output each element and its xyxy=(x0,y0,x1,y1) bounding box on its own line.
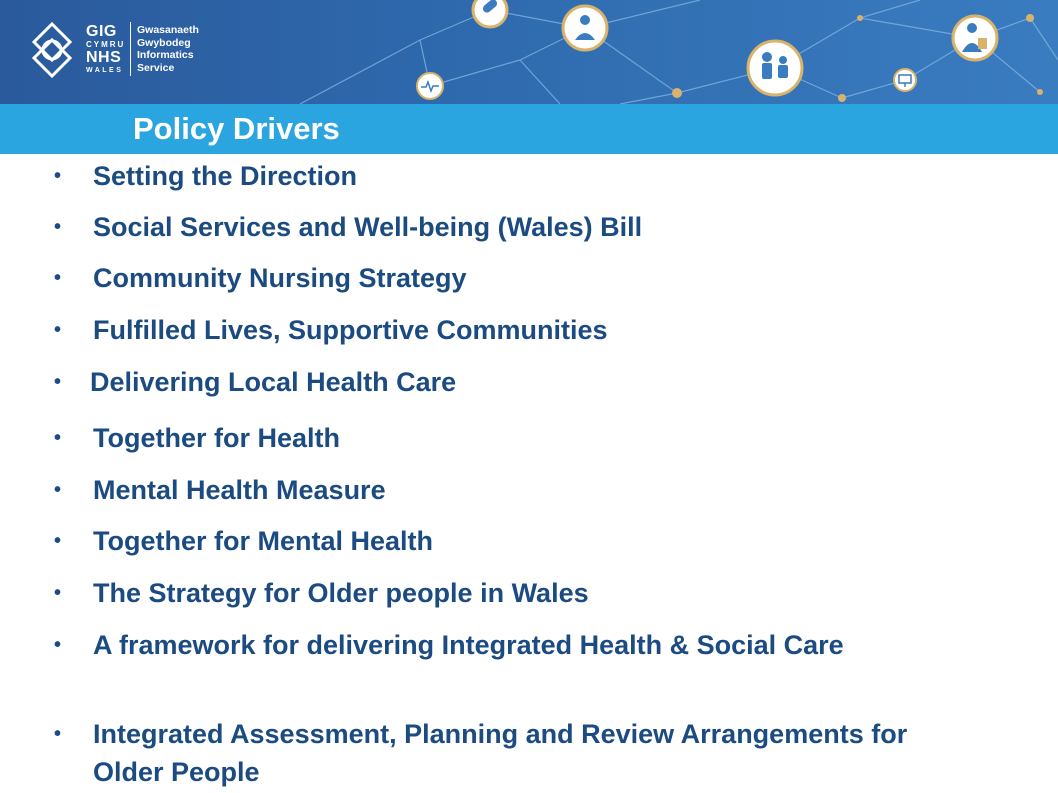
logo-line-1: Gwasanaeth xyxy=(137,24,199,36)
bullet-marker: • xyxy=(54,582,62,604)
bullet-marker: • xyxy=(54,723,62,745)
bullet-marker: • xyxy=(54,530,62,552)
logo-nhs-text: NHS xyxy=(86,49,122,66)
list-item-text: Mental Health Measure xyxy=(93,475,386,505)
list-item-text: Integrated Assessment, Planning and Review Arrangements for Older People xyxy=(93,719,908,787)
logo-line-4: Service xyxy=(137,61,175,74)
logo-line-3: Informatics xyxy=(137,49,194,61)
slide-title: Policy Drivers xyxy=(133,111,340,146)
list-item-text: Social Services and Well-being (Wales) Bill xyxy=(93,212,643,242)
logo-gig-text: GIG xyxy=(86,23,117,40)
bullet-marker: • xyxy=(54,319,62,341)
bullet-marker: • xyxy=(54,427,62,449)
list-item-text: Community Nursing Strategy xyxy=(93,263,467,293)
bullet-marker: • xyxy=(54,267,62,289)
list-item-text: Together for Mental Health xyxy=(93,526,434,556)
list-item-text: Setting the Direction xyxy=(93,161,358,191)
logo-line-2: Gwybodeg xyxy=(137,36,191,49)
list-item-text: Together for Health xyxy=(93,423,341,453)
list-item-text: The Strategy for Older people in Wales xyxy=(93,578,589,608)
logo-wales-text: WALES xyxy=(86,67,124,74)
bullet-marker: • xyxy=(54,371,62,393)
list-item-text: A framework for delivering Integrated Health & Social Care xyxy=(93,630,844,660)
bullet-marker: • xyxy=(54,216,62,238)
bullet-marker: • xyxy=(54,165,62,187)
bullet-marker: • xyxy=(54,479,62,501)
list-item-text: Fulfilled Lives, Supportive Communities xyxy=(93,315,608,345)
logo-cymru-text: CYMRU xyxy=(86,40,126,49)
bullet-marker: • xyxy=(54,634,62,656)
list-item-text: Delivering Local Health Care xyxy=(90,367,457,397)
